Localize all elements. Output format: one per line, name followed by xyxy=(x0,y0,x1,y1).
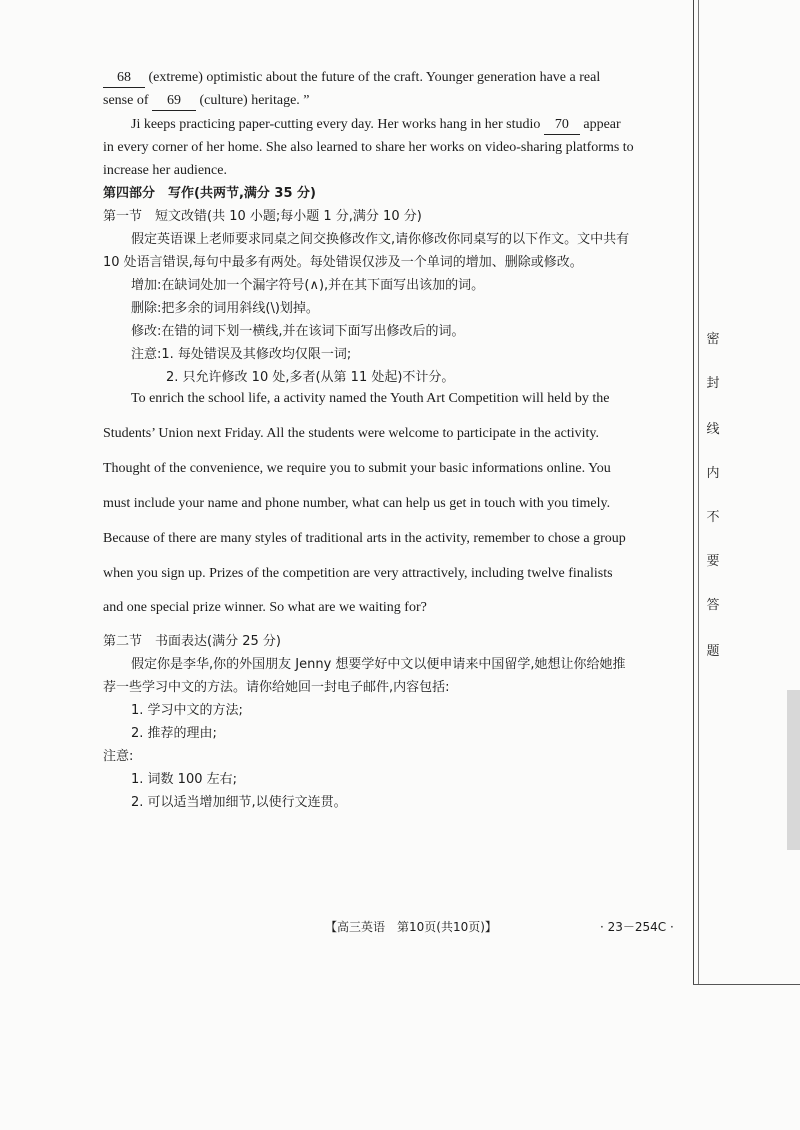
reading-line-4: in every corner of her home. She also learned to share her works on video-sharing platforms to xyxy=(103,140,634,155)
essay-line-2: Students’ Union next Friday. All the students were welcome to participate in the activity. xyxy=(103,426,599,441)
task-line-1: 假定你是李华,你的外国朋友 Jenny 想要学好中文以便申请来中国留学,她想让你给她推 xyxy=(131,657,626,672)
section2-title: 第二节 书面表达(满分 25 分) xyxy=(103,634,281,649)
binding-line-foot xyxy=(693,984,800,985)
seal-char-1: 密 xyxy=(706,332,720,347)
seal-char-6: 要 xyxy=(706,554,720,569)
rule-add: 增加:在缺词处加一个漏字符号(∧),并在其下面写出该加的词。 xyxy=(131,278,485,293)
task-point-2: 2. 推荐的理由; xyxy=(131,726,217,741)
reading-line-5: increase her audience. xyxy=(103,163,227,178)
seal-char-8: 题 xyxy=(706,644,720,659)
page-footer-label: 【高三英语 第10页(共10页)】 xyxy=(325,920,497,934)
note-1: 注意:1. 每处错误及其修改均仅限一词; xyxy=(131,347,352,362)
essay-line-1: To enrich the school life, a activity named the Youth Art Competition will held by the xyxy=(131,391,610,406)
seal-char-2: 封 xyxy=(706,376,720,391)
note-2: 2. 只允许修改 10 处,多者(从第 11 处起)不计分。 xyxy=(166,370,455,385)
reading-line-3-pre: Ji keeps practicing paper-cutting every day. Her works hang in her studio xyxy=(131,117,541,132)
part4-title: 第四部分 写作(共两节,满分 35 分) xyxy=(103,186,316,201)
instruction-2: 10 处语言错误,每句中最多有两处。每处错误仅涉及一个单词的增加、删除或修改。 xyxy=(103,255,583,270)
note-word-count: 1. 词数 100 左右; xyxy=(131,772,237,787)
note-heading: 注意: xyxy=(103,749,134,764)
blank-70: 70 xyxy=(544,116,580,135)
task-line-2: 荐一些学习中文的方法。请你给她回一封电子邮件,内容包括: xyxy=(103,680,450,695)
reading-line-1 xyxy=(103,69,600,88)
blank-69: 69 xyxy=(152,92,196,111)
paper-code: · 23－254C · xyxy=(600,920,674,934)
binding-line xyxy=(693,0,694,985)
reading-line-2-pre: sense of xyxy=(103,93,149,108)
binding-line-inner xyxy=(698,0,699,985)
blank-68: 68 xyxy=(103,69,145,88)
reading-line-2-post: (culture) heritage. ” xyxy=(199,93,310,108)
seal-char-7: 答 xyxy=(706,598,720,613)
note-details: 2. 可以适当增加细节,以使行文连贯。 xyxy=(131,795,347,810)
rule-delete: 删除:把多余的词用斜线(\)划掉。 xyxy=(131,301,319,316)
reading-line-1-text: (extreme) optimistic about the future of the craft. Younger generation have a real xyxy=(148,70,601,85)
reading-line-3 xyxy=(131,116,621,135)
essay-line-5: Because of there are many styles of traditional arts in the activity, remember to chose a group xyxy=(103,531,626,546)
task-point-1: 1. 学习中文的方法; xyxy=(131,703,243,718)
essay-line-3: Thought of the convenience, we require you to submit your basic informations online. You xyxy=(103,461,611,476)
seal-char-3: 线 xyxy=(706,422,720,437)
essay-line-4: must include your name and phone number, what can help us get in touch with you timely. xyxy=(103,496,611,511)
scan-edge-shadow xyxy=(787,690,800,850)
instruction-1: 假定英语课上老师要求同桌之间交换修改作文,请你修改你同桌写的以下作文。文中共有 xyxy=(131,232,630,247)
section1-title: 第一节 短文改错(共 10 小题;每小题 1 分,满分 10 分) xyxy=(103,209,422,224)
seal-char-5: 不 xyxy=(706,510,720,525)
reading-line-2 xyxy=(103,92,310,111)
reading-line-3-post: appear xyxy=(583,117,621,132)
essay-line-7: and one special prize winner. So what are we waiting for? xyxy=(103,600,427,615)
essay-line-6: when you sign up. Prizes of the competition are very attractively, including twelve finalists xyxy=(103,566,613,581)
rule-modify: 修改:在错的词下划一横线,并在该词下面写出修改后的词。 xyxy=(131,324,465,339)
seal-char-4: 内 xyxy=(706,466,720,481)
